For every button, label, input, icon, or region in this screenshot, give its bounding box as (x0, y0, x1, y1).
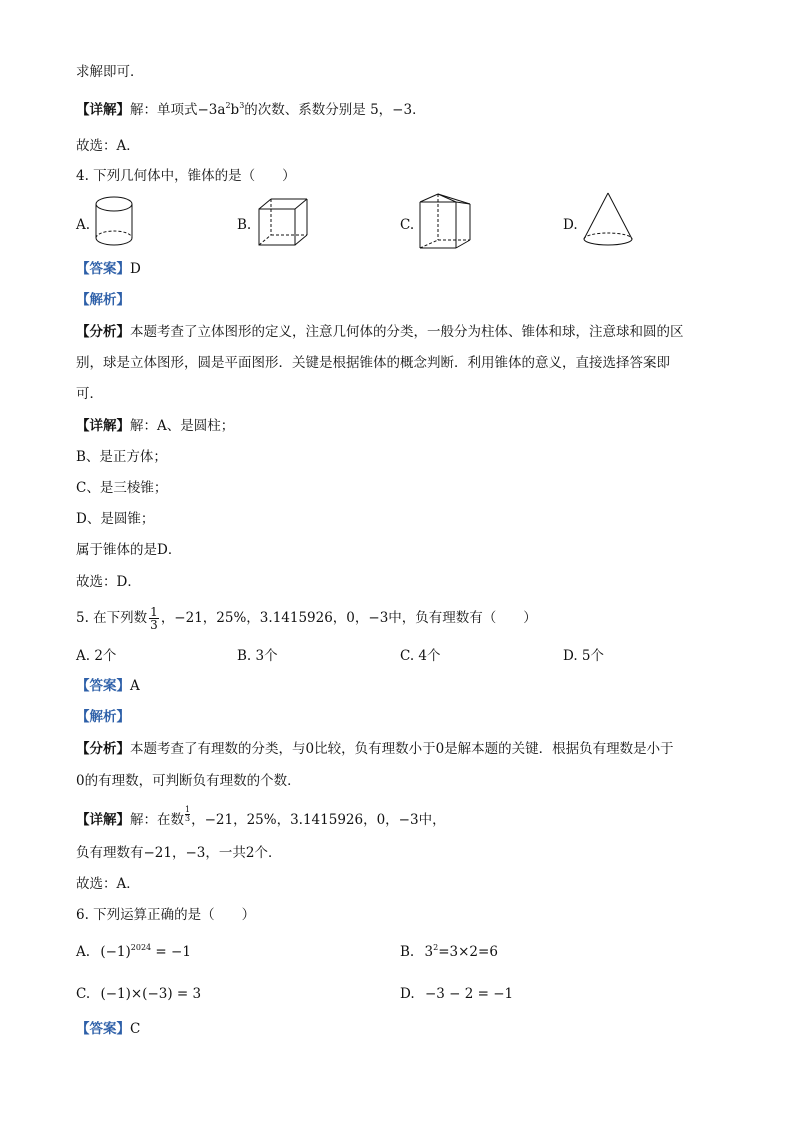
detail-text: 的次数、系数分别是 5，−3． (244, 102, 426, 118)
analysis-tag: 【解析】 (76, 292, 130, 308)
fraction-numerator: 1 (185, 805, 191, 814)
cone-icon (580, 190, 636, 250)
question-4-text: 4. 下列几何体中，锥体的是（ ） (76, 168, 296, 184)
detail-text: D、是圆锥； (76, 511, 155, 527)
analysis-text: 可． (76, 386, 103, 402)
answer-value: A (130, 678, 140, 694)
math-base: (−1) (100, 944, 131, 960)
question-6 (76, 905, 255, 925)
text-line-content: 求解即可． (76, 64, 144, 80)
detail-line (76, 478, 167, 498)
analysis-line (76, 384, 103, 404)
option-label: A. (76, 944, 91, 960)
detail-line (76, 806, 446, 830)
triangular-prism-icon (416, 190, 474, 254)
cube-icon (256, 196, 312, 248)
analysis-line (76, 322, 684, 342)
fraction-denominator: 3 (185, 814, 191, 823)
exponent: 2 (225, 101, 231, 110)
option-label: D. (400, 986, 415, 1002)
answer-tag: 【答案】 (76, 678, 130, 694)
option-b-label: B. (237, 217, 252, 233)
exponent: 2 (433, 943, 439, 952)
detail-text: ，−21，25%，3.1415926，0，−3中， (191, 812, 446, 828)
detail-line (76, 540, 181, 560)
choice-text: 故选：D． (76, 574, 141, 590)
answer-tag: 【答案】 (76, 261, 130, 277)
analysis-text: 本题考查了立体图形的定义，注意几何体的分类，一般分为柱体、锥体和球，注意球和圆的区 (130, 324, 684, 340)
choice-text: 故选：A． (76, 876, 140, 892)
answer-line (76, 676, 140, 696)
option-c-label: C. (400, 217, 415, 233)
detail-text: B、是正方体； (76, 449, 167, 465)
option-d-label: D. (563, 217, 578, 233)
cylinder-icon (92, 194, 136, 250)
math-expression: (−1)×(−3) = 3 (100, 986, 202, 1002)
detail-text: C、是三棱锥； (76, 480, 168, 496)
detail-text: 解：A、是圆柱； (130, 418, 235, 434)
answer-line (76, 1019, 140, 1039)
math-expression: =3×2=6 (438, 944, 498, 960)
analysis-line (76, 771, 301, 791)
analysis-heading (76, 290, 130, 310)
text-line (76, 62, 144, 82)
fraction-denominator: 3 (150, 618, 158, 632)
question-6-text: 6. 下列运算正确的是（ ） (76, 907, 256, 923)
analysis-tag: 【解析】 (76, 709, 130, 725)
option-d (400, 984, 513, 1004)
detail-text: 负有理数有−21，−3，一共2个． (76, 845, 282, 861)
answer-tag: 【答案】 (76, 1021, 130, 1037)
question-5 (76, 606, 537, 631)
choice-line (76, 572, 141, 592)
fraction (149, 606, 159, 631)
math-base: 3 (424, 944, 434, 960)
analysis-line (76, 739, 674, 759)
option-a: A. 2个 (76, 648, 117, 664)
choice-text: 故选：A． (76, 138, 140, 154)
option-label: B. (400, 944, 415, 960)
fraction-numerator: 1 (150, 605, 158, 619)
answer-value: D (130, 261, 141, 277)
option-a (76, 942, 191, 962)
exponent: 3 (239, 101, 245, 110)
answer-line (76, 259, 141, 279)
analysis-heading (76, 707, 130, 727)
analysis-text: 0的有理数，可判断负有理数的个数． (76, 773, 301, 789)
choice-line (76, 136, 140, 156)
option-b: B. 3个 (237, 648, 278, 664)
analysis-sub-tag: 【分析】 (76, 324, 130, 340)
detail-line (76, 416, 234, 436)
detail-tag: 【详解】 (76, 102, 130, 118)
exponent: 2024 (130, 943, 152, 952)
monomial-var: b (230, 102, 240, 118)
math-expression: = −1 (151, 944, 191, 960)
question-4 (76, 166, 296, 186)
option-b (400, 942, 498, 962)
detail-line (76, 100, 426, 120)
detail-line (76, 509, 154, 529)
detail-text: 解：单项式 (130, 102, 198, 118)
math-expression: −3 − 2 = −1 (424, 986, 514, 1002)
monomial-coef: −3a (197, 102, 226, 118)
question-5-text: 5. 在下列数 (76, 610, 148, 626)
detail-line (76, 447, 167, 467)
analysis-text: 本题考查了有理数的分类，与0比较，负有理数小于0是解本题的关键．根据负有理数是小于 (130, 741, 674, 757)
fraction (185, 806, 190, 823)
option-a-label: A. (76, 217, 91, 233)
option-c (76, 984, 201, 1004)
analysis-text: 别，球是立体图形，圆是平面图形．关键是根据锥体的概念判断．利用锥体的意义，直接选择答案即 (76, 355, 670, 371)
answer-value: C (130, 1021, 141, 1037)
option-label: C. (76, 986, 91, 1002)
analysis-line (76, 353, 670, 373)
detail-tag: 【详解】 (76, 418, 130, 434)
detail-tag: 【详解】 (76, 812, 130, 828)
detail-line (76, 843, 281, 863)
detail-text: 解：在数 (130, 812, 184, 828)
option-c: C. 4个 (400, 648, 441, 664)
question-5-text: ，−21，25%，3.1415926，0，−3中，负有理数有（ ） (160, 610, 537, 626)
detail-text: 属于锥体的是D． (76, 542, 182, 558)
choice-line (76, 874, 140, 894)
option-d: D. 5个 (563, 648, 605, 664)
analysis-sub-tag: 【分析】 (76, 741, 130, 757)
